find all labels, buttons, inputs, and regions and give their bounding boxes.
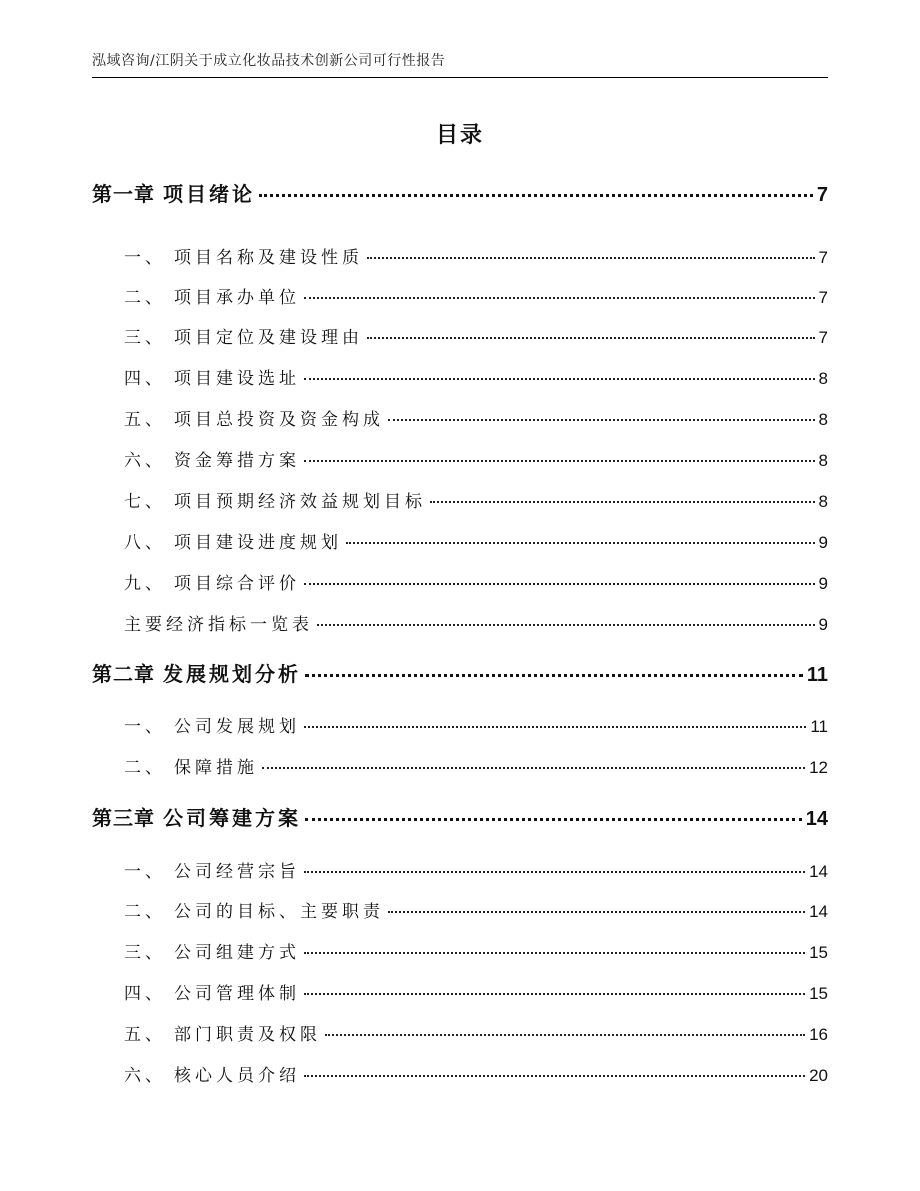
toc-page-number: 11 [810, 717, 828, 736]
toc-entry-number: 五、 [124, 1025, 166, 1045]
toc-section-entry[interactable] [0, 974, 920, 1004]
toc-page-number: 9 [818, 533, 828, 552]
toc-entry-row [124, 712, 828, 737]
toc-entry-row [124, 753, 828, 778]
toc-entry-label: 项目定位及建设理由 [174, 328, 363, 348]
toc-entry-row [124, 1061, 828, 1086]
toc-section-entry[interactable] [0, 318, 920, 348]
toc-entry-number: 三、 [124, 328, 166, 348]
toc-section-entry[interactable] [0, 707, 920, 737]
toc-entry-row [124, 405, 828, 430]
toc-dot-leader [304, 952, 805, 954]
toc-entry-number: 六、 [124, 1066, 166, 1086]
toc-entry-row [92, 178, 828, 207]
toc-entry-label: 公司经营宗旨 [174, 862, 300, 882]
toc-entry-label: 公司的目标、主要职责 [174, 902, 384, 922]
toc-dot-leader [305, 818, 802, 821]
toc-page-number: 14 [805, 808, 828, 830]
toc-entry-label: 项目预期经济效益规划目标 [174, 492, 426, 512]
toc-entry-number: 四、 [124, 984, 166, 1004]
toc-dot-leader [346, 542, 815, 544]
toc-section-entry[interactable] [0, 1015, 920, 1045]
toc-entry-label: 主要经济指标一览表 [124, 615, 313, 635]
toc-section-entry[interactable] [0, 933, 920, 963]
toc-section-entry[interactable] [0, 482, 920, 512]
toc-entry-row [124, 1020, 828, 1045]
toc-page-number: 7 [818, 328, 828, 347]
toc-entry-label: 项目承办单位 [174, 288, 300, 308]
toc-entry-row [124, 938, 828, 963]
toc-entry-number: 第二章 [92, 662, 155, 686]
toc-entry-number: 第三章 [92, 806, 155, 830]
toc-dot-leader [304, 871, 805, 873]
toc-page-number: 8 [818, 451, 828, 470]
toc-page-number: 8 [818, 410, 828, 429]
toc-section-entry[interactable] [0, 238, 920, 268]
toc-entry-number: 一、 [124, 248, 166, 268]
header-divider [92, 77, 828, 78]
toc-dot-leader [367, 337, 815, 339]
toc-dot-leader [304, 726, 806, 728]
toc-page-number: 9 [818, 574, 828, 593]
toc-entry-row [124, 610, 828, 635]
toc-entry-row [124, 446, 828, 471]
toc-chapter-entry[interactable] [0, 177, 920, 207]
toc-page-number: 20 [809, 1066, 828, 1085]
toc-entry-row [124, 364, 828, 389]
toc-dot-leader [317, 624, 815, 626]
toc-page-number: 11 [806, 664, 828, 686]
toc-dot-leader [304, 1075, 805, 1077]
toc-entry-label: 公司组建方式 [174, 943, 300, 963]
toc-entry-row [124, 323, 828, 348]
toc-entry-label: 项目建设进度规划 [174, 533, 342, 553]
toc-entry-number: 三、 [124, 943, 166, 963]
toc-section-entry[interactable] [0, 278, 920, 308]
toc-section-entry[interactable] [0, 748, 920, 778]
toc-entry-number: 第一章 [92, 182, 155, 206]
toc-entry-label: 发展规划分析 [163, 662, 301, 686]
toc-entry-number: 六、 [124, 451, 166, 471]
toc-page-number: 8 [818, 492, 828, 511]
toc-page-number: 9 [818, 615, 828, 634]
toc-entry-label: 公司管理体制 [174, 984, 300, 1004]
toc-dot-leader [304, 378, 815, 380]
toc-entry-row [124, 857, 828, 882]
toc-entry-label: 核心人员介绍 [174, 1066, 300, 1086]
running-header: 泓域咨询/江阴关于成立化妆品技术创新公司可行性报告 [92, 53, 446, 69]
toc-page-number: 14 [809, 902, 828, 921]
toc-dot-leader [305, 674, 803, 677]
toc-entry-row [124, 283, 828, 308]
toc-entry-number: 七、 [124, 492, 166, 512]
toc-entry-number: 八、 [124, 533, 166, 553]
toc-page-number: 12 [809, 758, 828, 777]
toc-section-entry[interactable] [0, 892, 920, 922]
toc-chapter-entry[interactable] [0, 657, 920, 687]
toc-entry-row [124, 528, 828, 553]
toc-dot-leader [262, 767, 805, 769]
toc-dot-leader [388, 419, 815, 421]
toc-section-entry[interactable] [0, 441, 920, 471]
toc-dot-leader [304, 297, 815, 299]
toc-section-entry[interactable] [0, 605, 920, 635]
toc-page-number: 15 [809, 984, 828, 1003]
toc-entry-number: 二、 [124, 758, 166, 778]
toc-entry-label: 项目名称及建设性质 [174, 248, 363, 268]
toc-entry-number: 一、 [124, 862, 166, 882]
toc-entry-number: 四、 [124, 369, 166, 389]
toc-entry-row [124, 979, 828, 1004]
toc-page-number: 15 [809, 943, 828, 962]
toc-entry-row [124, 243, 828, 268]
toc-entry-label: 公司发展规划 [174, 717, 300, 737]
toc-section-entry[interactable] [0, 359, 920, 389]
toc-page-number: 7 [816, 184, 828, 206]
toc-chapter-entry[interactable] [0, 801, 920, 831]
toc-dot-leader [304, 460, 815, 462]
toc-entry-number: 九、 [124, 574, 166, 594]
toc-entry-label: 项目建设选址 [174, 369, 300, 389]
toc-section-entry[interactable] [0, 1056, 920, 1086]
toc-dot-leader [430, 501, 815, 503]
toc-section-entry[interactable] [0, 400, 920, 430]
toc-entry-label: 部门职责及权限 [174, 1025, 321, 1045]
toc-entry-label: 资金筹措方案 [174, 451, 300, 471]
toc-dot-leader [388, 911, 805, 913]
toc-entry-label: 公司筹建方案 [163, 806, 301, 830]
toc-entry-number: 二、 [124, 902, 166, 922]
toc-entry-label: 项目绪论 [163, 182, 255, 206]
toc-entry-number: 一、 [124, 717, 166, 737]
toc-entry-row [124, 569, 828, 594]
toc-dot-leader [304, 583, 815, 585]
toc-page-number: 7 [818, 248, 828, 267]
toc-dot-leader [259, 194, 813, 197]
toc-entry-row [124, 487, 828, 512]
toc-entry-label: 保障措施 [174, 758, 258, 778]
toc-entry-row [124, 897, 828, 922]
toc-section-entry[interactable] [0, 852, 920, 882]
toc-page-number: 7 [818, 288, 828, 307]
toc-entry-row [92, 658, 828, 687]
toc-entry-label: 项目总投资及资金构成 [174, 410, 384, 430]
toc-section-entry[interactable] [0, 523, 920, 553]
toc-dot-leader [367, 257, 815, 259]
toc-page-number: 16 [809, 1025, 828, 1044]
toc-page-number: 14 [809, 862, 828, 881]
toc-dot-leader [325, 1034, 805, 1036]
toc-entry-row [92, 802, 828, 831]
toc-title: 目录 [435, 123, 484, 148]
toc-entry-number: 二、 [124, 288, 166, 308]
toc-page-number: 8 [818, 369, 828, 388]
toc-entry-label: 项目综合评价 [174, 574, 300, 594]
toc-entry-number: 五、 [124, 410, 166, 430]
toc-dot-leader [304, 993, 805, 995]
toc-section-entry[interactable] [0, 564, 920, 594]
